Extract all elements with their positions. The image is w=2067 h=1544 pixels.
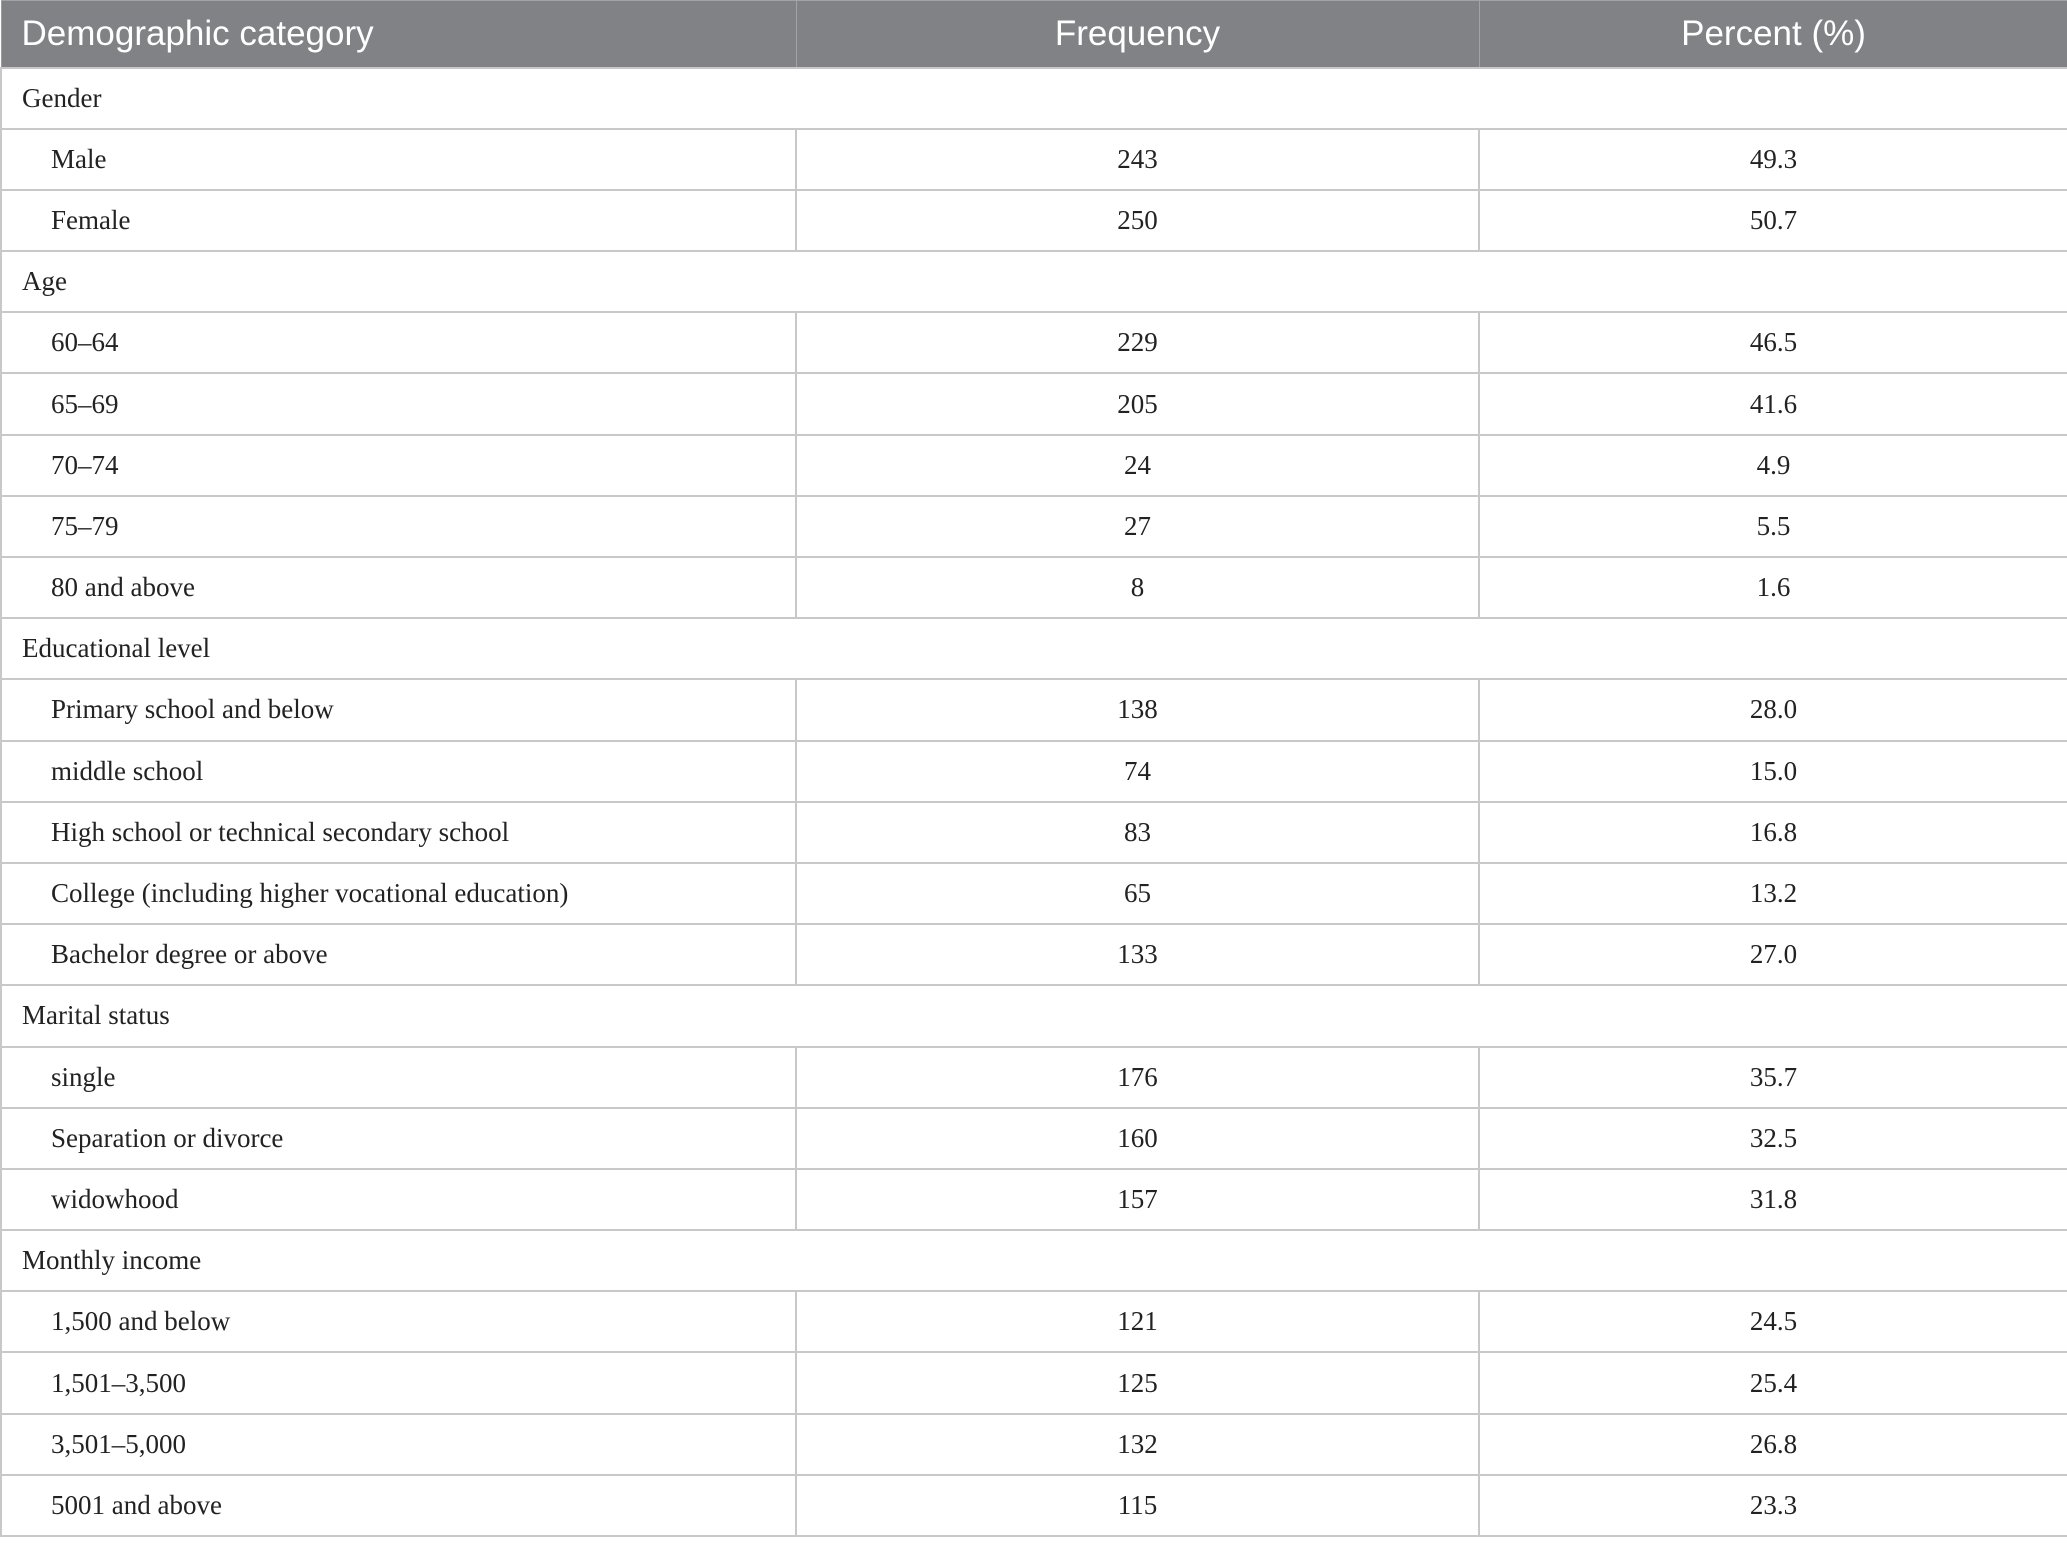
row-label: College (including higher vocational education): [1, 863, 796, 924]
row-label: 1,501–3,500: [1, 1352, 796, 1413]
row-label: 60–64: [1, 312, 796, 373]
percent-cell: 41.6: [1479, 373, 2067, 434]
table-row: [1, 557, 2067, 618]
category-row: [1, 985, 2067, 1046]
table-row: [1, 496, 2067, 557]
frequency-cell: 160: [796, 1108, 1479, 1169]
frequency-cell: 243: [796, 129, 1479, 190]
percent-cell: 26.8: [1479, 1414, 2067, 1475]
percent-cell: 28.0: [1479, 679, 2067, 740]
header-frequency: Frequency: [796, 1, 1479, 68]
frequency-cell: 65: [796, 863, 1479, 924]
frequency-cell: 205: [796, 373, 1479, 434]
row-label: Separation or divorce: [1, 1108, 796, 1169]
table-row: [1, 741, 2067, 802]
table-row: [1, 1414, 2067, 1475]
percent-cell: 27.0: [1479, 924, 2067, 985]
category-label: Age: [1, 251, 2067, 312]
row-label: High school or technical secondary school: [1, 802, 796, 863]
percent-cell: 16.8: [1479, 802, 2067, 863]
row-label: Primary school and below: [1, 679, 796, 740]
header-row: [1, 1, 2067, 68]
percent-cell: 32.5: [1479, 1108, 2067, 1169]
frequency-cell: 125: [796, 1352, 1479, 1413]
frequency-cell: 24: [796, 435, 1479, 496]
category-label: Marital status: [1, 985, 2067, 1046]
percent-cell: 25.4: [1479, 1352, 2067, 1413]
percent-cell: 5.5: [1479, 496, 2067, 557]
percent-cell: 1.6: [1479, 557, 2067, 618]
table-row: [1, 679, 2067, 740]
table-row: [1, 1352, 2067, 1413]
frequency-cell: 74: [796, 741, 1479, 802]
percent-cell: 15.0: [1479, 741, 2067, 802]
percent-cell: 31.8: [1479, 1169, 2067, 1230]
table-row: [1, 1169, 2067, 1230]
table-header: [1, 1, 2067, 68]
percent-cell: 50.7: [1479, 190, 2067, 251]
frequency-cell: 115: [796, 1475, 1479, 1536]
row-label: middle school: [1, 741, 796, 802]
category-row: [1, 68, 2067, 129]
percent-cell: 46.5: [1479, 312, 2067, 373]
row-label: single: [1, 1047, 796, 1108]
table-row: [1, 924, 2067, 985]
table-row: [1, 129, 2067, 190]
frequency-cell: 229: [796, 312, 1479, 373]
table-row: [1, 435, 2067, 496]
frequency-cell: 138: [796, 679, 1479, 740]
row-label: 3,501–5,000: [1, 1414, 796, 1475]
row-label: 80 and above: [1, 557, 796, 618]
row-label: widowhood: [1, 1169, 796, 1230]
row-label: Bachelor degree or above: [1, 924, 796, 985]
header-percent: Percent (%): [1479, 1, 2067, 68]
percent-cell: 13.2: [1479, 863, 2067, 924]
frequency-cell: 132: [796, 1414, 1479, 1475]
row-label: 65–69: [1, 373, 796, 434]
percent-cell: 23.3: [1479, 1475, 2067, 1536]
category-label: Educational level: [1, 618, 2067, 679]
row-label: Male: [1, 129, 796, 190]
frequency-cell: 121: [796, 1291, 1479, 1352]
frequency-cell: 250: [796, 190, 1479, 251]
frequency-cell: 27: [796, 496, 1479, 557]
table-row: [1, 1108, 2067, 1169]
percent-cell: 49.3: [1479, 129, 2067, 190]
table-body: [1, 68, 2067, 1537]
row-label: Female: [1, 190, 796, 251]
category-row: [1, 1230, 2067, 1291]
table-row: [1, 373, 2067, 434]
table-row: [1, 802, 2067, 863]
frequency-cell: 8: [796, 557, 1479, 618]
percent-cell: 24.5: [1479, 1291, 2067, 1352]
table-row: [1, 1475, 2067, 1536]
percent-cell: 4.9: [1479, 435, 2067, 496]
frequency-cell: 176: [796, 1047, 1479, 1108]
table-row: [1, 1291, 2067, 1352]
table-row: [1, 312, 2067, 373]
row-label: 1,500 and below: [1, 1291, 796, 1352]
row-label: 75–79: [1, 496, 796, 557]
category-label: Monthly income: [1, 1230, 2067, 1291]
row-label: 5001 and above: [1, 1475, 796, 1536]
frequency-cell: 133: [796, 924, 1479, 985]
category-row: [1, 251, 2067, 312]
table-row: [1, 190, 2067, 251]
frequency-cell: 157: [796, 1169, 1479, 1230]
percent-cell: 35.7: [1479, 1047, 2067, 1108]
table-row: [1, 863, 2067, 924]
frequency-cell: 83: [796, 802, 1479, 863]
header-demographic-category: Demographic category: [1, 1, 796, 68]
row-label: 70–74: [1, 435, 796, 496]
category-row: [1, 618, 2067, 679]
table-row: [1, 1047, 2067, 1108]
category-label: Gender: [1, 68, 2067, 129]
